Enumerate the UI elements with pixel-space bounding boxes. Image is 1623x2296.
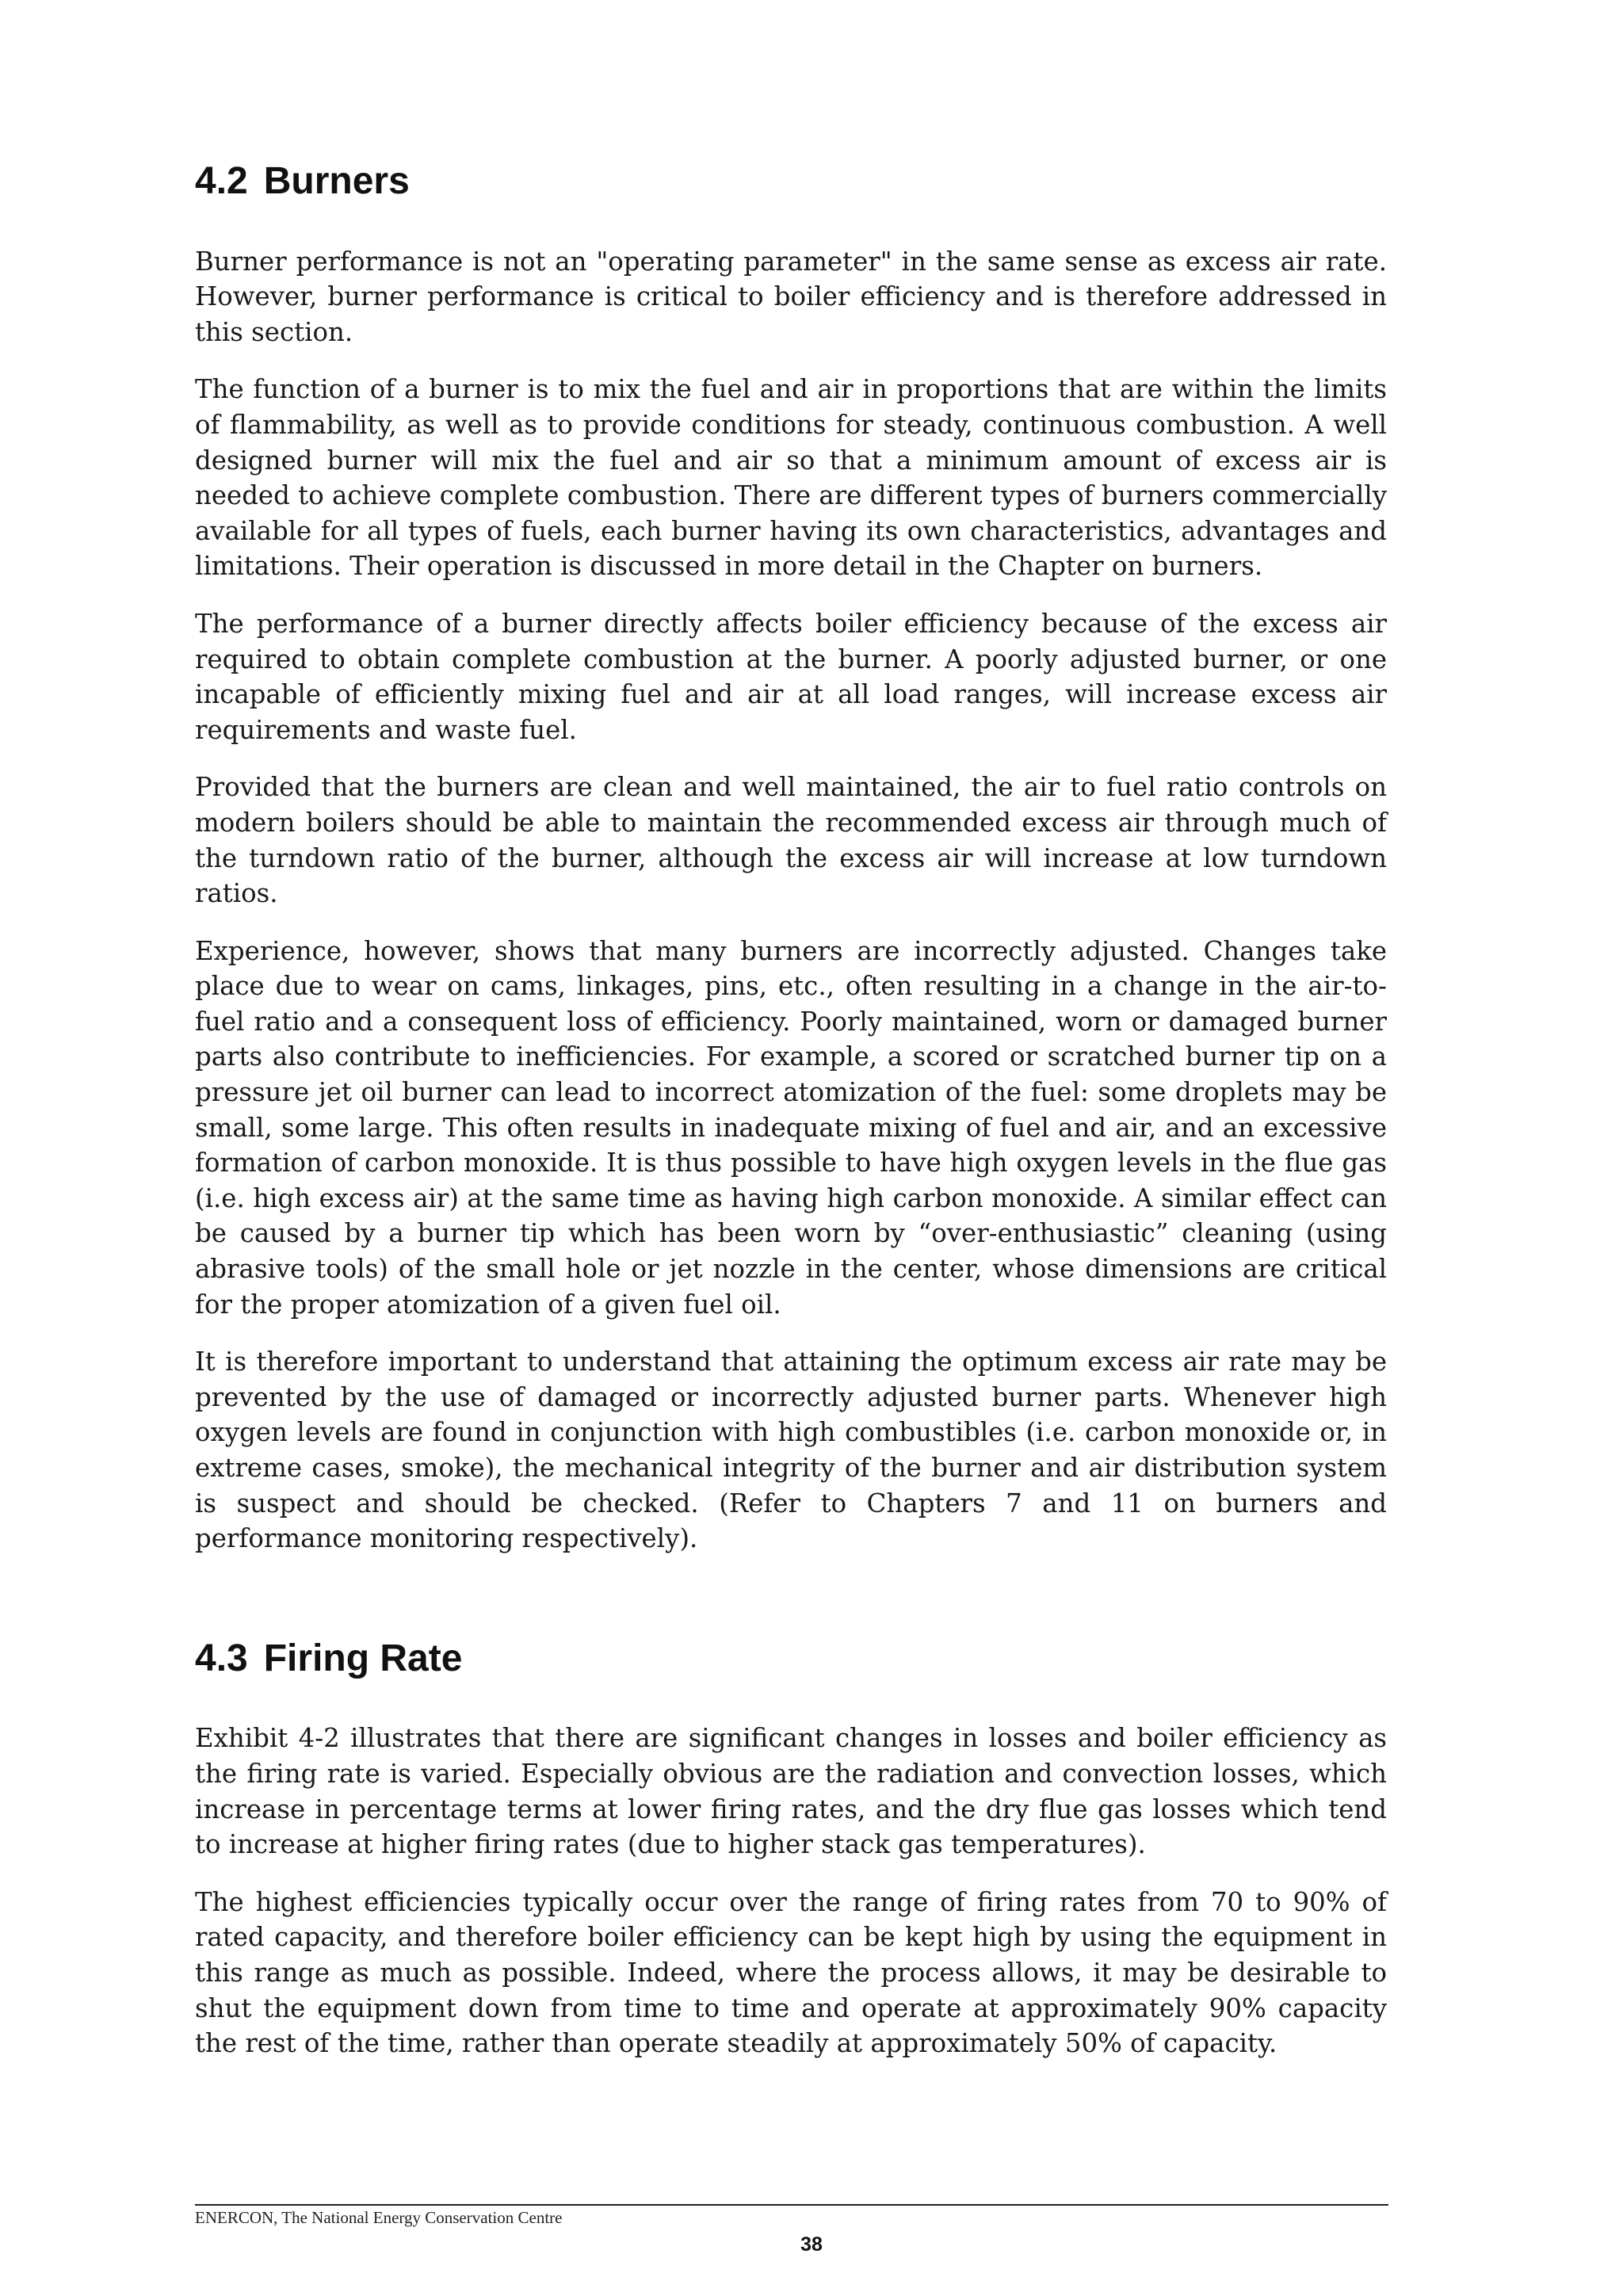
section-number: 4.3 xyxy=(195,1637,248,1679)
paragraph: Burner performance is not an "operating parameter" in the same sense as excess air rate. However, burner performance is critical to boiler efficiency and is therefore addressed in this section. xyxy=(195,246,1387,347)
page-content xyxy=(195,159,1387,2084)
section-burners xyxy=(195,159,1387,1557)
section-title: Burners xyxy=(263,160,410,202)
page-number: 38 xyxy=(800,2233,823,2256)
section-firing-rate xyxy=(195,1636,1387,2061)
footer-organization: ENERCON, The National Energy Conservation Centre xyxy=(195,2208,563,2227)
section-number: 4.2 xyxy=(195,160,248,202)
paragraph: It is therefore important to understand that attaining the optimum excess air rate may be prevented by the use of damaged or incorrectly adjusted burner parts. Whenever high oxygen levels are found in conjunction with high combustibles (i.e. carbon monoxide or, in extreme cases, smoke), the mechanical integrity of the burner and air distribution system is suspect and should be checked. (Refer to Chapters 7 and 11 on burners and performance monitoring respectively). xyxy=(195,1347,1387,1554)
paragraph: The function of a burner is to mix the fuel and air in proportions that are within the limits of flammability, as well as to provide conditions for steady, continuous combustion. A well designed burner will mix the fuel and air so that a minimum amount of excess air is needed to achieve complete combustion. There are different types of burners commercially available for all types of fuels, each burner having its own characteristics, advantages and limitations. Their operation is discussed in more detail in the Chapter on burners. xyxy=(195,374,1387,582)
paragraph: The performance of a burner directly affects boiler efficiency because of the excess air required to obtain complete combustion at the burner. A poorly adjusted burner, or one incapable of efficiently mixing fuel and air at all load ranges, will increase excess air requirements and waste fuel. xyxy=(195,608,1387,745)
paragraph: Provided that the burners are clean and well maintained, the air to fuel ratio controls on modern boilers should be able to maintain the recommended excess air through much of the turndown ratio of the burner, although the excess air will increase at low turndown ratios. xyxy=(195,772,1387,909)
paragraph: Exhibit 4-2 illustrates that there are significant changes in losses and boiler efficiency as the firing rate is varied. Especially obvious are the radiation and convection losses, which increase in percentage terms at lower firing rates, and the dry flue gas losses which tend to increase at higher firing rates (due to higher stack gas temperatures). xyxy=(195,1723,1387,1860)
paragraph: Experience, however, shows that many burners are incorrectly adjusted. Changes take place due to wear on cams, linkages, pins, etc., often resulting in a change in the air-to-fuel ratio and a consequent loss of efficiency. Poorly maintained, worn or damaged burner parts also contribute to inefficiencies. For example, a scored or scratched burner tip on a pressure jet oil burner can lead to incorrect atomization of the fuel: some droplets may be small, some large. This often results in inadequate mixing of fuel and air, and an excessive formation of carbon monoxide. It is thus possible to have high oxygen levels in the flue gas (i.e. high excess air) at the same time as having high carbon monoxide. A similar effect can be caused by a burner tip which has been worn by “over-enthusiastic” cleaning (using abrasive tools) of the small hole or jet nozzle in the center, whose dimensions are critical for the proper atomization of a given fuel oil. xyxy=(195,935,1387,1320)
paragraph: The highest efficiencies typically occur over the range of firing rates from 70 to 90% of rated capacity, and therefore boiler efficiency can be kept high by using the equipment in this range as much as possible. Indeed, where the process allows, it may be desirable to shut the equipment down from time to time and operate at approximately 90% capacity the rest of the time, rather than operate steadily at approximately 50% of capacity. xyxy=(195,1886,1387,2059)
section-heading xyxy=(195,159,1387,204)
section-title: Firing Rate xyxy=(263,1637,463,1679)
section-heading xyxy=(195,1636,1387,1682)
footer-divider xyxy=(195,2204,1388,2206)
